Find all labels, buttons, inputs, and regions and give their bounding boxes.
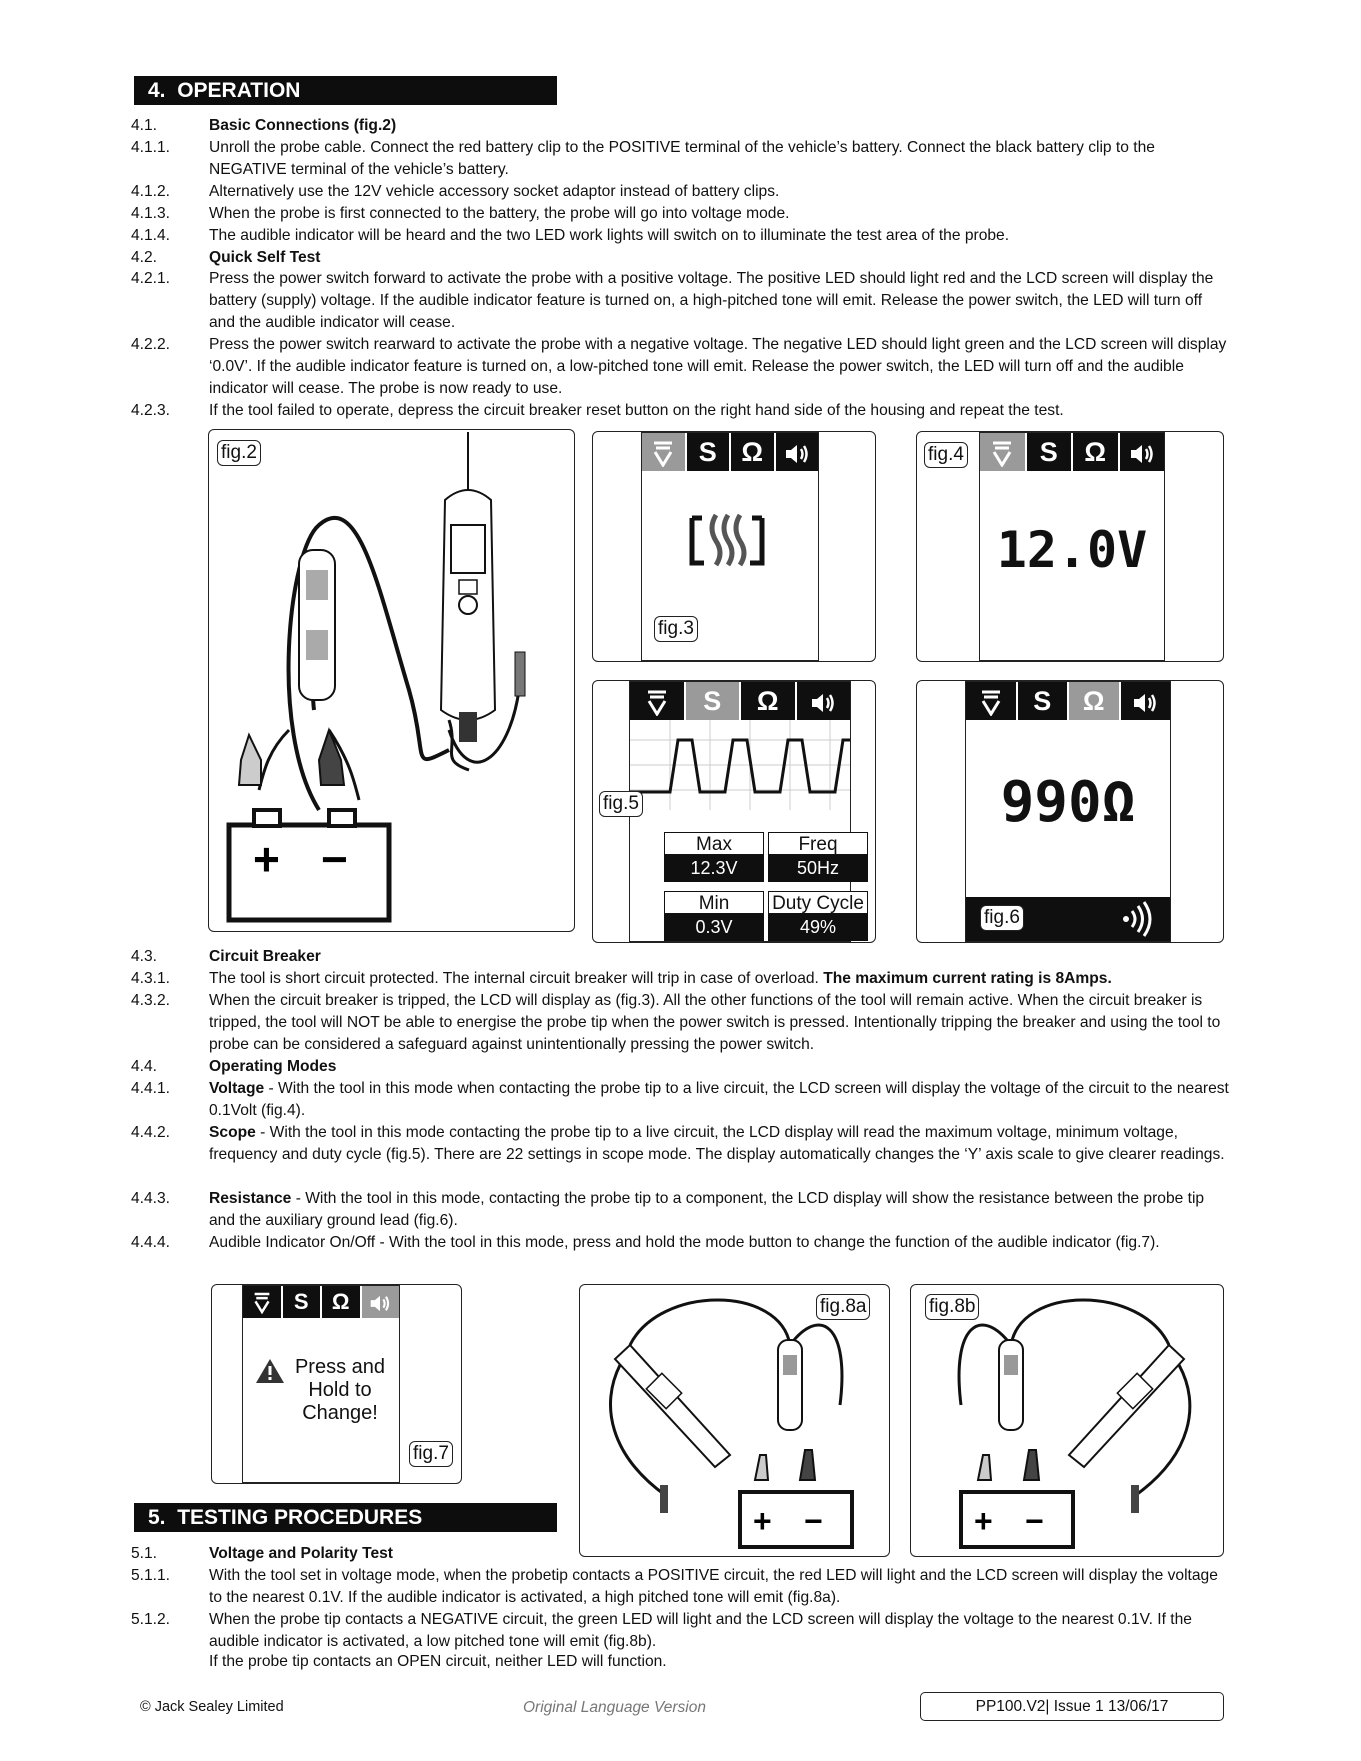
item-text: - With the tool in this mode, contacting the probe tip to a component, the LCD display will show the resistance between the probe tip and the auxiliary ground lead (fig.6). [209, 1190, 1205, 1229]
battery-plus-sign: + [753, 1503, 772, 1539]
max-current-note: The maximum current rating is 8Amps. [823, 970, 1112, 987]
item-number: 4.4.2. [131, 1124, 171, 1141]
item-text: When the probe is first connected to the battery, the probe will go into voltage mode. [209, 205, 790, 222]
item-text: If the tool failed to operate, depress the circuit breaker reset button on the right hand side of the housing and repeat the test. [209, 402, 1064, 419]
section-title: TESTING PROCEDURES [177, 1506, 423, 1529]
mode-name: Scope [209, 1124, 256, 1141]
fig-3-panel [592, 431, 876, 662]
scope-mode-label: S [686, 682, 742, 720]
footer-copyright: © Jack Sealey Limited [140, 1699, 284, 1715]
resistance-mode-icon: Ω [1069, 682, 1121, 720]
section-number: 4. [148, 79, 166, 102]
battery-minus-sign: − [804, 1503, 823, 1539]
document-reference: PP100.V2| Issue 1 13/06/17 [975, 1698, 1169, 1715]
fig-7-label: fig.7 [409, 1441, 453, 1467]
fig-7-panel [211, 1284, 462, 1484]
item-text: The audible indicator will be heard and the two LED work lights will switch on to illuminate the test area of the probe. [209, 227, 1010, 244]
item-text: Unroll the probe cable. Connect the red battery clip to the POSITIVE terminal of the vehicle’s battery. Connect the black battery clip to the NEGATIVE terminal of the vehicle’s battery. [209, 139, 1155, 178]
voltage-mode-icon [980, 433, 1027, 471]
footer-document-ref [920, 1692, 1224, 1721]
fig-6-status-bar [966, 897, 1170, 941]
min-label: Min [664, 891, 764, 914]
fig-3-lcd [641, 432, 819, 661]
item-number: 4.2. [131, 249, 158, 266]
negative-test-illustration [911, 1285, 1221, 1555]
probe-connection-illustration [209, 430, 573, 930]
item-heading: Operating Modes [209, 1058, 337, 1075]
item-text: If the probe tip contacts an OPEN circuit, neither LED will function. [209, 1653, 667, 1670]
item-number: 5.1.1. [131, 1567, 171, 1584]
item-number: 4.1.2. [131, 183, 171, 200]
item-number: 4.2.3. [131, 402, 171, 419]
item-number: 4.1.3. [131, 205, 171, 222]
item-heading: Basic Connections (fig.2) [209, 117, 397, 134]
fig-3-label: fig.3 [654, 616, 698, 642]
fig-8a-label: fig.8a [816, 1294, 870, 1320]
speaker-icon [797, 682, 851, 720]
battery-minus-sign: − [1025, 1503, 1044, 1539]
fig-2-panel [208, 429, 575, 932]
item-number: 4.4. [131, 1058, 158, 1075]
fig-2-label: fig.2 [217, 440, 261, 466]
item-number: 5.1. [131, 1545, 158, 1562]
duty-cycle-value: 49% [768, 914, 868, 941]
speaker-icon [1120, 433, 1165, 471]
scope-mode-label: S [1018, 682, 1070, 720]
item-text: The tool is short circuit protected. The internal circuit breaker will trip in case of overload. [209, 970, 819, 987]
resistance-mode-icon: Ω [1073, 433, 1120, 471]
item-text: - With the tool in this mode when contacting the probe tip to a live circuit, the LCD screen will display the voltage of the circuit to the nearest 0.1Volt (fig.4). [209, 1080, 1229, 1119]
freq-value: 50Hz [768, 855, 868, 882]
item-number: 4.4.3. [131, 1190, 171, 1207]
item-heading: Circuit Breaker [209, 948, 321, 965]
section-number: 5. [148, 1506, 166, 1529]
item-heading: Quick Self Test [209, 249, 321, 266]
fig-5-panel [592, 680, 876, 943]
fig-8a-panel [579, 1284, 890, 1557]
item-text: Alternatively use the 12V vehicle accessory socket adaptor instead of battery clips. [209, 183, 780, 200]
fig-7-lcd [242, 1285, 400, 1483]
item-text: Press the power switch forward to activate the probe with a positive voltage. The positive LED should light red and the LCD screen will display the battery (supply) voltage. If the audible indicator feature is turned on, a high-pitched tone will emit. Release the power switch, the LED will turn off and the audible indicator will cease. [209, 270, 1214, 331]
footer-language: Original Language Version [523, 1699, 706, 1716]
item-number: 4.3. [131, 948, 158, 965]
max-label: Max [664, 832, 764, 855]
press-hold-message [281, 1356, 399, 1425]
mode-bar [642, 433, 818, 471]
section-5-header [134, 1503, 557, 1532]
max-value: 12.3V [664, 855, 764, 882]
resistance-readout: 990Ω [1000, 770, 1136, 835]
positive-test-illustration [580, 1285, 888, 1555]
item-text: When the probe tip contacts a NEGATIVE circuit, the green LED will light and the LCD screen will display the voltage to the nearest 0.1V. If the audible indicator is activated, a low pitched tone will emit (fig.8b). [209, 1611, 1192, 1650]
speaker-icon [1121, 682, 1171, 720]
message-line: Hold to [308, 1379, 372, 1401]
speaker-icon [362, 1286, 400, 1318]
scope-mode-label: S [283, 1286, 323, 1318]
fig-8b-panel [910, 1284, 1224, 1557]
fig-5-lcd [629, 681, 864, 942]
scope-mode-label: S [1027, 433, 1074, 471]
voltage-mode-icon [966, 682, 1018, 720]
item-number: 4.1.1. [131, 139, 171, 156]
audible-indicator-icon [1120, 901, 1156, 937]
freq-label: Freq [768, 832, 868, 855]
voltage-mode-icon [642, 433, 687, 471]
circuit-breaker-icon [682, 503, 772, 573]
mode-bar [980, 433, 1164, 471]
mode-bar [243, 1286, 399, 1318]
fig-4-label: fig.4 [924, 442, 968, 468]
item-text: Audible Indicator On/Off - With the tool in this mode, press and hold the mode button to change the function of the audible indicator (fig.7). [209, 1234, 1160, 1251]
message-line: Press and [294, 1356, 386, 1378]
section-title: OPERATION [177, 79, 301, 102]
item-number: 4.3.2. [131, 992, 171, 1009]
item-number: 4.4.1. [131, 1080, 171, 1097]
resistance-mode-icon: Ω [731, 433, 776, 471]
voltage-readout: 12.0V [996, 521, 1148, 579]
message-line: Change! [302, 1402, 378, 1424]
mode-bar [966, 682, 1170, 720]
fig-6-lcd [965, 681, 1171, 942]
fig-4-panel [916, 431, 1224, 662]
fig-6-panel [916, 680, 1224, 943]
item-number: 4.4.4. [131, 1234, 171, 1251]
fig-8b-label: fig.8b [925, 1294, 979, 1320]
duty-cycle-label: Duty Cycle [768, 891, 868, 914]
item-number: 4.1.4. [131, 227, 171, 244]
item-number: 4.2.1. [131, 270, 171, 287]
item-text: When the circuit breaker is tripped, the LCD will display as (fig.3). All the other functions of the tool will remain active. When the circuit breaker is tripped, the tool will NOT be able to energise the probe tip when the power switch is pressed. Intentionally tripping the breaker and using the tool to probe can be considered a safeguard against unintentionally pressing the power switch. [209, 992, 1221, 1053]
resistance-mode-icon: Ω [322, 1286, 362, 1318]
item-heading: Voltage and Polarity Test [209, 1545, 393, 1562]
scope-waveform [630, 720, 850, 810]
fig-6-label: fig.6 [980, 905, 1024, 931]
section-4-header [134, 76, 557, 105]
speaker-icon [776, 433, 819, 471]
battery-plus-sign: + [974, 1503, 993, 1539]
item-text: - With the tool in this mode contacting the probe tip to a live circuit, the LCD display will read the maximum voltage, minimum voltage, frequency and duty cycle (fig.5). There are 22 settings in scope mode. The display automatically changes the ‘Y’ axis scale to give clearer readings. [209, 1124, 1225, 1163]
item-text: With the tool set in voltage mode, when the probetip contacts a POSITIVE circuit, the red LED will light and the LCD screen will display the voltage to the nearest 0.1V. If the audible indicator is activated, a high pitched tone will emit (fig.8a). [209, 1567, 1218, 1606]
resistance-mode-icon: Ω [741, 682, 797, 720]
item-number: 4.2.2. [131, 336, 171, 353]
min-value: 0.3V [664, 914, 764, 941]
fig-5-label: fig.5 [599, 791, 643, 817]
voltage-mode-icon [243, 1286, 283, 1318]
item-number: 4.1. [131, 117, 158, 134]
voltage-mode-icon [630, 682, 686, 720]
battery-plus-sign: + [253, 833, 280, 885]
fig-4-lcd [979, 432, 1165, 661]
mode-bar [630, 682, 850, 720]
item-text: Press the power switch rearward to activate the probe with a negative voltage. The negative LED should light green and the LCD screen will display ‘0.0V’. If the audible indicator feature is turned on, a low-pitched tone will emit. Release the power switch, the LED will turn off and the audible indicator will cease. The probe is now ready to use. [209, 336, 1227, 397]
battery-minus-sign: − [321, 833, 348, 885]
scope-mode-label: S [687, 433, 732, 471]
mode-name: Voltage [209, 1080, 265, 1097]
mode-name: Resistance [209, 1190, 292, 1207]
item-number: 4.3.1. [131, 970, 171, 987]
item-number: 5.1.2. [131, 1611, 171, 1628]
